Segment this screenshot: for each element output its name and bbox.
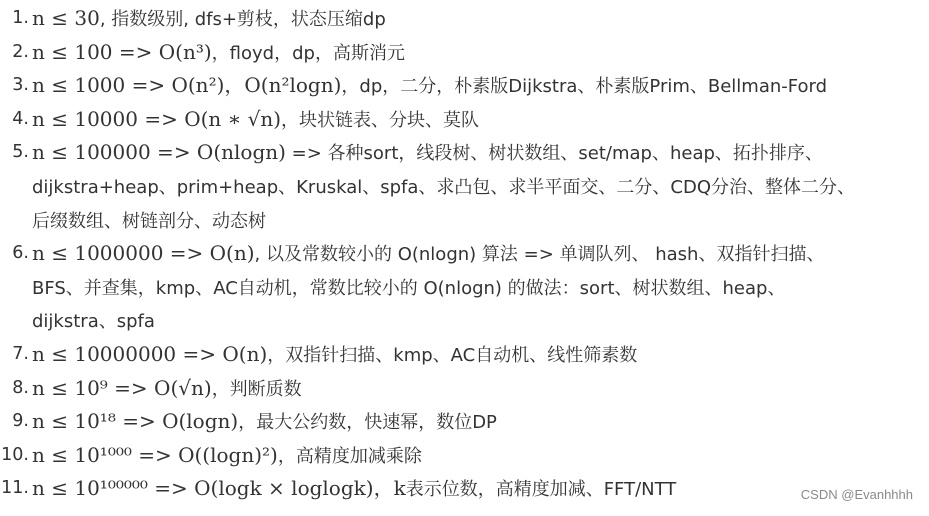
- list-item-line: [0, 237, 929, 271]
- math-expression: n ≤ 10¹⁸ => O(logn): [32, 409, 239, 434]
- list-item-text: [32, 237, 824, 272]
- list-item-number: 4.: [12, 108, 29, 129]
- list-item-number: 5.: [12, 142, 29, 163]
- list-item-line: [0, 204, 929, 238]
- math-expression: n ≤ 100 => O(n³): [32, 39, 212, 64]
- description-text: ，最大公约数，快速幂，数位DP: [238, 412, 497, 434]
- math-expression: n ≤ 10000 => O(n ∗ √n): [32, 106, 282, 131]
- math-expression: n ≤ 30: [32, 6, 100, 30]
- list-item-text: [32, 472, 676, 507]
- list-item-number: 10.: [1, 444, 29, 465]
- list-item-number: 11.: [1, 478, 29, 499]
- list-item-line: [0, 405, 929, 439]
- math-expression: n ≤ 100000 => O(nlogn): [32, 140, 286, 165]
- description-text: BFS、并查集，kmp、AC自动机，常数比较小的 O(nlogn) 的做法：sort、树状数组、heap、: [32, 277, 786, 299]
- description-text: ，判断质数: [211, 378, 302, 400]
- math-expression: n ≤ 10⁹ => O(√n): [32, 375, 212, 400]
- description-text: ，双指针扫描、kmp、AC自动机、线性筛素数: [267, 344, 638, 366]
- list-item-number: 1.: [12, 8, 29, 28]
- csdn-watermark: CSDN @Evanhhhh: [800, 487, 913, 502]
- description-text: , 指数级别, dfs+剪枝，状态压缩dp: [99, 9, 386, 30]
- description-text: dijkstra、spfa: [32, 311, 155, 333]
- math-expression: n ≤ 1000000 => O(n): [32, 241, 255, 266]
- list-item-text: [32, 69, 827, 104]
- list-item-line: [0, 372, 929, 406]
- description-text: ，dp，二分，朴素版Dijkstra、朴素版Prim、Bellman-Ford: [341, 76, 828, 98]
- description-text: ，floyd，dp，高斯消元: [211, 42, 405, 64]
- list-item-line: [0, 69, 929, 103]
- list-item-number: 2.: [12, 41, 29, 62]
- list-item-text: [32, 36, 405, 71]
- list-item-number: 8.: [12, 377, 29, 398]
- list-item-line: [0, 2, 929, 36]
- list-item-text: [32, 136, 823, 171]
- list-item-text: [32, 338, 637, 373]
- list-item-line: [0, 439, 929, 473]
- list-item-line: [0, 170, 929, 204]
- list-item-line: [0, 103, 929, 137]
- description-text: dijkstra+heap、prim+heap、Kruskal、spfa、求凸包、求半平面交、二分、CDQ分治、整体二分、: [32, 176, 856, 198]
- list-item-text: [32, 271, 785, 306]
- description-text: => 各种sort，线段树、树状数组、set/map、heap、拓扑排序、: [285, 143, 823, 165]
- description-text: ，高精度加减乘除: [277, 445, 422, 467]
- math-expression: n ≤ 10¹⁰⁰⁰ => O((logn)²): [32, 442, 278, 467]
- list-item-number: 6.: [12, 243, 29, 264]
- list-item-text: [32, 170, 855, 205]
- description-text: ，块状链表、分块、莫队: [281, 109, 480, 131]
- description-text: , 以及常数较小的 O(nlogn) 算法 => 单调队列、 hash、双指针扫描、: [254, 244, 825, 266]
- math-expression: n ≤ 1000 => O(n²)，O(n²logn): [32, 73, 342, 98]
- list-item-text: [32, 2, 386, 37]
- list-item-line: [0, 304, 929, 338]
- complexity-list: [0, 2, 929, 506]
- list-item-text: [32, 405, 497, 440]
- list-item-text: [32, 304, 155, 339]
- list-item-text: [32, 204, 266, 239]
- list-item-line: [0, 338, 929, 372]
- list-item-number: 7.: [12, 343, 29, 364]
- description-text: 表示位数，高精度加减、FFT/NTT: [405, 479, 677, 501]
- math-expression: n ≤ 10000000 => O(n): [32, 341, 268, 366]
- list-item-text: [32, 372, 302, 407]
- list-item-text: [32, 439, 422, 474]
- list-item-number: 3.: [12, 75, 29, 96]
- list-item-line: [0, 36, 929, 70]
- math-expression: n ≤ 10¹⁰⁰⁰⁰⁰ => O(logk × loglogk)，k: [32, 476, 406, 501]
- description-text: 后缀数组、树链剖分、动态树: [32, 210, 266, 232]
- list-item-line: [0, 271, 929, 305]
- list-item-line: [0, 472, 929, 506]
- list-item-number: 9.: [12, 411, 29, 432]
- list-item-text: [32, 103, 479, 138]
- list-item-line: [0, 136, 929, 170]
